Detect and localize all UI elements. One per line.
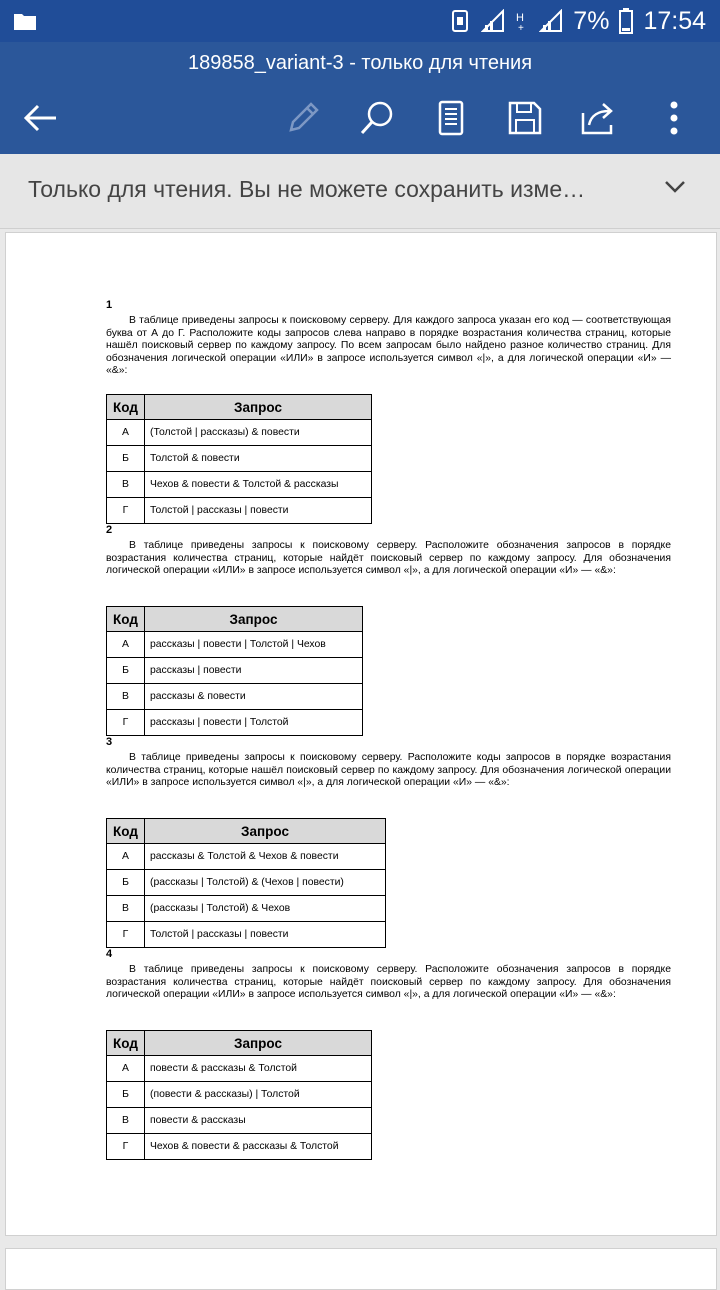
query-table (106, 818, 386, 948)
edit-button[interactable] (279, 94, 327, 142)
code-cell: Г (107, 498, 145, 524)
folder-icon (14, 12, 36, 30)
save-icon (508, 101, 542, 135)
query-cell: рассказы & повести (145, 684, 363, 710)
search-button[interactable] (353, 94, 401, 142)
app-bar (0, 42, 720, 154)
code-cell: В (107, 896, 145, 922)
task-number: 4 (106, 948, 113, 960)
task-number: 3 (106, 736, 113, 748)
hplus-icon (515, 9, 529, 33)
table-row (107, 420, 372, 446)
task-text: В таблице приведены запросы к поисковому серверу. Расположите обозначения запросов в порядке возрастания количества страниц, которые найдёт поисковый сервер по каждому запросу. Для обозначения логической операции «ИЛИ» в запросе используется символ «|», а для логической операции «И» — «&»: (106, 964, 671, 1001)
table-header: Код (107, 819, 145, 844)
task-number: 1 (106, 299, 113, 311)
code-cell: А (107, 420, 145, 446)
code-cell: Г (107, 1134, 145, 1160)
query-cell: (рассказы | Толстой) & Чехов (145, 896, 386, 922)
query-cell: рассказы | повести | Толстой | Чехов (145, 632, 363, 658)
query-table (106, 606, 363, 736)
table-row (107, 472, 372, 498)
query-table (106, 1030, 372, 1160)
query-cell: (Толстой | рассказы) & повести (145, 420, 372, 446)
arrow-left-icon (22, 103, 58, 133)
table-row (107, 1134, 372, 1160)
signal-icon (539, 9, 563, 33)
code-cell: Г (107, 922, 145, 948)
table-row (107, 896, 386, 922)
table-header: Код (107, 607, 145, 632)
search-icon (359, 100, 395, 136)
svg-text:H: H (516, 12, 525, 24)
notice-text: Только для чтения. Вы не можете сохранить изме… (28, 176, 586, 202)
query-cell: рассказы | повести | Толстой (145, 710, 363, 736)
table-header: Запрос (145, 395, 372, 420)
table-row (107, 922, 386, 948)
mobile-view-icon (437, 100, 465, 136)
code-cell: Б (107, 1082, 145, 1108)
table-row (107, 658, 363, 684)
signal-icon (481, 9, 505, 33)
reading-view-button[interactable] (427, 94, 475, 142)
save-button[interactable] (501, 94, 549, 142)
document-title: 189858_variant-3 - только для чтения (187, 52, 533, 74)
table-header: Запрос (145, 607, 363, 632)
code-cell: Б (107, 446, 145, 472)
table-row (107, 1108, 372, 1134)
code-cell: В (107, 472, 145, 498)
back-button[interactable] (16, 94, 64, 142)
battery-icon (619, 8, 633, 34)
status-bar (0, 0, 720, 42)
table-row (107, 446, 372, 472)
table-row (107, 498, 372, 524)
query-cell: рассказы | повести (145, 658, 363, 684)
code-cell: А (107, 632, 145, 658)
query-cell: Толстой | рассказы | повести (145, 498, 372, 524)
table-row (107, 870, 386, 896)
clock: 17:54 (643, 6, 706, 35)
svg-text:+: + (518, 23, 525, 33)
table-header: Код (107, 1031, 145, 1056)
code-cell: А (107, 1056, 145, 1082)
code-cell: А (107, 844, 145, 870)
table-header: Код (107, 395, 145, 420)
query-cell: (рассказы | Толстой) & (Чехов | повести) (145, 870, 386, 896)
next-document-page[interactable] (5, 1248, 717, 1290)
table-row (107, 710, 363, 736)
pencil-icon (285, 100, 321, 136)
table-row (107, 684, 363, 710)
task-text: В таблице приведены запросы к поисковому серверу. Расположите коды запросов в порядке возрастания количества страниц, которые нашёл поисковый сервер по каждому запросу. Для обозначения логической операции «ИЛИ» в запросе используется символ «|», а для логической операции «И» — «&»: (106, 752, 671, 789)
table-header: Запрос (145, 1031, 372, 1056)
query-cell: (повести & рассказы) | Толстой (145, 1082, 372, 1108)
query-cell: Толстой | рассказы | повести (145, 922, 386, 948)
table-row (107, 632, 363, 658)
table-header: Запрос (145, 819, 386, 844)
code-cell: Б (107, 658, 145, 684)
query-cell: Чехов & повести & Толстой & рассказы (145, 472, 372, 498)
code-cell: В (107, 1108, 145, 1134)
document-page[interactable] (5, 232, 717, 1236)
more-vertical-icon (669, 101, 679, 135)
code-cell: В (107, 684, 145, 710)
code-cell: Б (107, 870, 145, 896)
query-cell: рассказы & Толстой & Чехов & повести (145, 844, 386, 870)
task-text: В таблице приведены запросы к поисковому серверу. Для каждого запроса указан его код — соответствующая буква от А до Г. Расположите коды запросов слева направо в порядке возрастания количества страниц, которые нашёл поисковый сервер по каждому запросу. По всем запросам было найдено разное количество страниц. Для обозначения логической операции «ИЛИ» в запросе используется символ «|», а для логической операции «И» — «&»: (106, 315, 671, 377)
table-row (107, 1056, 372, 1082)
volte-icon (451, 9, 471, 33)
table-row (107, 1082, 372, 1108)
query-cell: Чехов & повести & рассказы & Толстой (145, 1134, 372, 1160)
query-cell: повести & рассказы (145, 1108, 372, 1134)
read-only-notice[interactable] (0, 154, 720, 229)
task-text: В таблице приведены запросы к поисковому серверу. Расположите обозначения запросов в порядке возрастания количества страниц, которые найдёт поисковый сервер по каждому запросу. Для обозначения логической операции «ИЛИ» в запросе используется символ «|», а для логической операции «И» — «&»: (106, 540, 671, 577)
table-row (107, 844, 386, 870)
query-table (106, 394, 372, 524)
task-number: 2 (106, 524, 113, 536)
more-options-button[interactable] (650, 94, 698, 142)
query-cell: повести & рассказы & Толстой (145, 1056, 372, 1082)
code-cell: Г (107, 710, 145, 736)
query-cell: Толстой & повести (145, 446, 372, 472)
battery-percent: 7% (573, 6, 610, 35)
share-icon (581, 101, 617, 135)
chevron-down-icon[interactable] (664, 180, 686, 194)
share-button[interactable] (575, 94, 623, 142)
